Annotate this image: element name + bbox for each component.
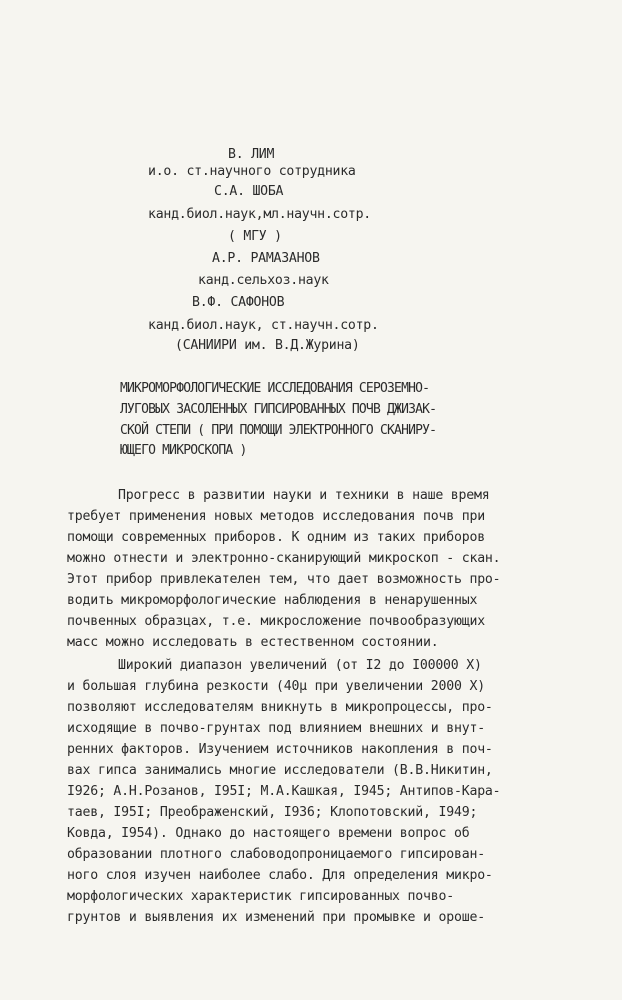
body-line: ренних факторов. Изучением источников накопления в поч- (67, 742, 493, 757)
body-line: образовании плотного слабоводопроницаемого гипсирован- (67, 847, 485, 862)
body-line: почвенных образцах, т.е. микросложение почвообразующих (67, 614, 485, 629)
body-line: грунтов и выявления их изменений при промывке и ороше- (67, 910, 485, 925)
body-line: Ковда, I954). Однако до настоящего времени вопрос об (67, 826, 470, 841)
body-line: Прогресс в развитии науки и техники в наше время (118, 488, 490, 503)
body-line: морфологических характеристик гипсированных почво- (67, 889, 454, 904)
author-position: канд.сельхоз.наук (198, 273, 329, 288)
body-line: исходящие в почво-грунтах под влиянием внешних и внут- (67, 721, 485, 736)
author-position: канд.биол.наук, ст.научн.сотр. (148, 318, 379, 333)
body-line: помощи современных приборов. К одним из таких приборов (67, 530, 485, 545)
body-line: Широкий диапазон увеличений (от I2 до I00000 X) (118, 658, 482, 673)
author-affiliation: (САНИИРИ им. В.Д.Журина) (175, 338, 360, 353)
author-name: С.А. ШОБА (214, 184, 284, 199)
body-line: ного слоя изучен наиболее слабо. Для определения микро- (67, 868, 493, 883)
body-line: таев, I95I; Преображенский, I936; Клопотовский, I949; (67, 805, 478, 820)
author-name: В. ЛИМ (228, 147, 275, 162)
body-line: позволяют исследователям вникнуть в микропроцессы, про- (67, 700, 493, 715)
body-line: вах гипса занимались многие исследователи (В.В.Никитин, (67, 763, 493, 778)
author-name: А.Р. РАМАЗАНОВ (212, 251, 320, 266)
author-name: В.Ф. САФОНОВ (192, 295, 285, 310)
body-line: требует применения новых методов исследования почв при (67, 509, 485, 524)
body-line: Этот прибор привлекателен тем, что дает возможность про- (67, 572, 501, 587)
body-line: масс можно исследовать в естественном состоянии. (67, 635, 439, 650)
title-line: ЮЩЕГО МИКРОСКОПА ) (120, 443, 247, 458)
title-line: СКОЙ СТЕПИ ( ПРИ ПОМОЩИ ЭЛЕКТРОННОГО СКАНИРУ- (120, 423, 437, 438)
author-position: канд.биол.наук,мл.научн.сотр. (148, 207, 371, 222)
body-line: и большая глубина резкости (40μ при увеличении 2000 X) (67, 679, 485, 694)
body-line: I926; А.Н.Розанов, I95I; М.А.Кашкая, I945; Антипов-Кара- (67, 784, 501, 799)
body-line: водить микроморфологические наблюдения в ненарушенных (67, 593, 478, 608)
author-position: и.о. ст.научного сотрудника (148, 164, 356, 179)
author-affiliation: ( МГУ ) (228, 229, 282, 244)
body-line: можно отнести и электронно-сканирующий микроскоп - скан. (67, 551, 501, 566)
title-line: МИКРОМОРФОЛОГИЧЕСКИЕ ИССЛЕДОВАНИЯ СЕРОЗЕМНО- (120, 381, 430, 396)
title-line: ЛУГОВЫХ ЗАСОЛЕННЫХ ГИПСИРОВАННЫХ ПОЧВ ДЖИЗАК- (120, 402, 437, 417)
